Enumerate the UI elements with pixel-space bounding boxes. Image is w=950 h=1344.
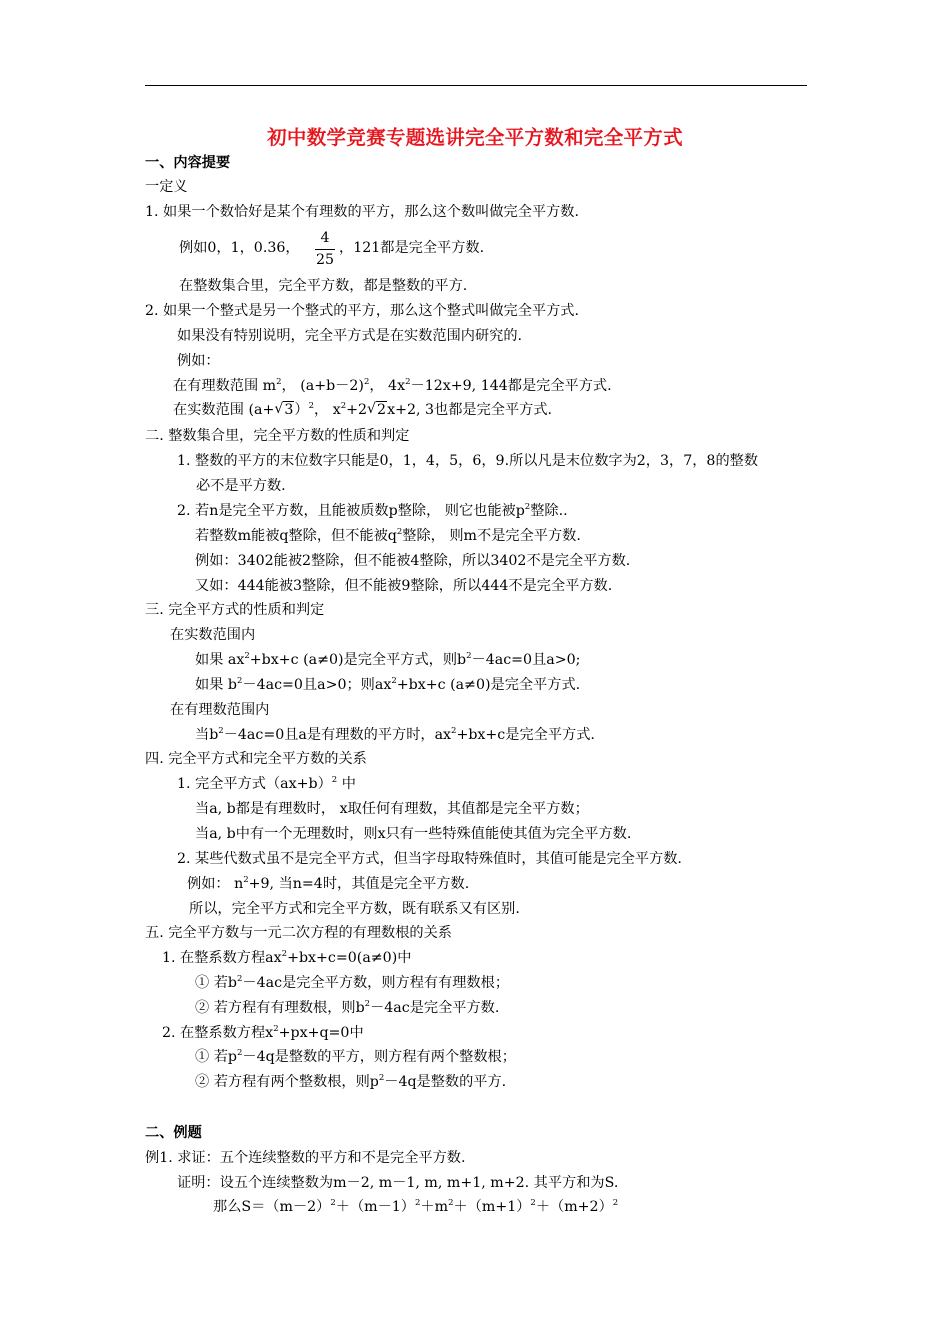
- s2-line-2b: 整除..: [530, 503, 568, 519]
- definition-heading: 一定义: [145, 179, 188, 195]
- s4-line-5: [187, 874, 469, 894]
- top-rule: [145, 85, 807, 86]
- superscript: 2: [396, 527, 403, 537]
- superscript: 2: [405, 377, 411, 387]
- s3-rational-range: 在有理数范围内: [170, 702, 270, 718]
- real-text-4: +2: [346, 402, 368, 418]
- example-prefix: 例如0，1，0.36，: [179, 240, 300, 256]
- s3-l1b: +bx+c (a≠0)是完全平方式，则b: [249, 652, 467, 668]
- superscript: 2: [236, 1048, 243, 1058]
- page-title: 初中数学竞赛专题选讲完全平方数和完全平方式: [267, 126, 683, 149]
- superscript: 2: [218, 726, 224, 736]
- definition-2: 2. 如果一个整式是另一个整式的平方，那么这个整式叫做完全平方式.: [145, 303, 579, 319]
- s4-line-2: 当a, b都是有理数时， x取任何有理数，其值都是完全平方数；: [195, 801, 589, 817]
- rational-text-4: －12x+9, 144都是完全平方式.: [410, 378, 612, 394]
- real-text-3: ， x: [314, 402, 341, 418]
- s5-l4b: +px+q=0中: [278, 1025, 364, 1041]
- superscript: 2: [612, 1198, 619, 1208]
- rational-text-1: 在有理数范围 m: [173, 378, 277, 394]
- s5-line-5: [195, 1047, 516, 1067]
- s2-line-4: 例如：3402能被2整除，但不能被4整除，所以3402不是完全平方数.: [195, 553, 631, 569]
- fraction-4-25: [313, 228, 337, 271]
- s3-real-range: 在实数范围内: [170, 627, 256, 643]
- superscript: 2: [340, 401, 347, 411]
- proof-line: 证明：设五个连续整数为m－2, m－1, m, m+1, m+2. 其平方和为S.: [177, 1175, 619, 1191]
- real-text-2: ）: [294, 402, 309, 418]
- s4-l1b: 中: [337, 776, 356, 792]
- s3-line-2: [195, 675, 580, 695]
- s5-line-4: [162, 1023, 364, 1043]
- section-5-heading: 五. 完全平方数与一元二次方程的有理数根的关系: [145, 925, 452, 941]
- radicand: 3: [284, 402, 294, 418]
- superscript: 2: [281, 949, 288, 959]
- s4-l1a: 1. 完全平方式（ax+b）: [177, 776, 332, 792]
- s4-l5a: 例如： n: [187, 876, 244, 892]
- s3-l2b: －4ac=0且a>0；则ax: [242, 677, 392, 693]
- example-perfect-squares: [179, 238, 300, 258]
- s5-l6b: －4q是整数的平方.: [384, 1074, 507, 1090]
- s3-l3c: +bx+c是完全平方式.: [456, 727, 595, 743]
- s2-line-2a: 2. 若n是完全平方数，且能被质数p整除， 则它也能被p: [177, 503, 525, 519]
- s2-line-3b: 整除， 则m不是完全平方数.: [402, 528, 581, 544]
- section-heading-summary: 一、内容提要: [145, 155, 231, 171]
- fraction-numerator: 4: [320, 230, 330, 246]
- radical-sign: √: [367, 401, 376, 417]
- s4-line-1: [177, 774, 356, 794]
- s5-line-2: [195, 973, 509, 993]
- superscript: 2: [236, 974, 243, 984]
- s5-l6a: ② 若方程有两个整数根，则p: [195, 1074, 379, 1090]
- sum-term-5: ＋（m+2）: [535, 1199, 613, 1215]
- superscript: 2: [466, 651, 472, 661]
- real-range-examples: [173, 400, 552, 420]
- real-text-1: 在实数范围 (a+: [173, 402, 275, 418]
- s5-l2a: ① 若b: [195, 975, 237, 991]
- superscript: 2: [530, 1198, 536, 1208]
- rational-text-2: ， (a+b－2): [281, 378, 364, 394]
- sum-term-3: ＋m: [420, 1199, 449, 1215]
- s3-l3b: －4ac=0且a是有理数的平方时，ax: [223, 727, 452, 743]
- s3-line-1: [195, 650, 580, 670]
- section-2-heading: 二. 整数集合里，完全平方数的性质和判定: [145, 428, 410, 444]
- s2-line-5: 又如：444能被3整除，但不能被9整除，所以444不是完全平方数.: [195, 578, 613, 594]
- superscript: 2: [391, 676, 397, 686]
- s3-line-3: [195, 725, 595, 745]
- example-label: 例如：: [177, 353, 220, 369]
- s2-line-3a: 若整数m能被q整除，但不能被q: [195, 528, 397, 544]
- superscript: 2: [236, 676, 243, 686]
- s2-line-2: [177, 501, 568, 521]
- superscript: 2: [524, 502, 531, 512]
- superscript: 2: [448, 1198, 454, 1208]
- section-4-heading: 四. 完全平方式和完全平方数的关系: [145, 751, 367, 767]
- s4-line-3: 当a, b中有一个无理数时，则x只有一些特殊值能使其值为完全平方数.: [195, 826, 632, 842]
- s3-l2c: +bx+c (a≠0)是完全平方式.: [396, 677, 581, 693]
- rational-text-3: ， 4x: [369, 378, 406, 394]
- s4-line-4: 2. 某些代数式虽不是完全平方式，但当字母取特殊值时，其值可能是完全平方数.: [177, 851, 682, 867]
- s3-l1c: －4ac=0且a>0;: [471, 652, 581, 668]
- s5-l5b: －4q是整数的平方，则方程有两个整数根；: [242, 1049, 516, 1065]
- real-text-5: x+2, 3也都是完全平方式.: [387, 402, 553, 418]
- s5-line-1: [162, 948, 411, 968]
- s2-line-3: [195, 526, 581, 546]
- fraction-denominator: 25: [315, 252, 335, 268]
- superscript: 2: [243, 875, 249, 885]
- sqrt-2: [367, 400, 387, 420]
- superscript: 2: [364, 999, 371, 1009]
- s5-line-6: [195, 1072, 506, 1092]
- s5-l1b: +bx+c=0(a≠0)中: [287, 950, 412, 966]
- sum-term-2: ＋（m－1）: [335, 1199, 415, 1215]
- s5-l1a: 1. 在整系数方程ax: [162, 950, 282, 966]
- example-1: 例1. 求证：五个连续整数的平方和不是完全平方数.: [145, 1150, 466, 1166]
- sqrt-3: [274, 400, 294, 420]
- s5-l4a: 2. 在整系数方程x: [162, 1025, 274, 1041]
- s2-line-1b: 必不是平方数.: [196, 478, 286, 494]
- examples-heading: 二、例题: [145, 1125, 202, 1141]
- s3-l1a: 如果 ax: [195, 652, 245, 668]
- superscript: 2: [244, 651, 250, 661]
- s5-l3b: －4ac是完全平方数.: [370, 1000, 500, 1016]
- s2-line-1: 1. 整数的平方的末位数字只能是0，1，4，5，6，9.所以凡是末位数字为2，3，7，8的整数: [177, 453, 759, 469]
- s5-l2b: －4ac是完全平方数，则方程有有理数根；: [242, 975, 510, 991]
- superscript: 2: [363, 377, 370, 387]
- superscript: 2: [273, 1024, 279, 1034]
- s5-line-3: [195, 998, 499, 1018]
- integer-set-note: 在整数集合里，完全平方数，都是整数的平方.: [179, 278, 468, 294]
- example-suffix: ，121都是完全平方数.: [339, 240, 485, 256]
- superscript: 2: [414, 1198, 421, 1208]
- radical-sign: √: [274, 401, 284, 417]
- superscript: 2: [331, 775, 338, 785]
- sum-term-1: 那么S＝（m－2）: [213, 1199, 331, 1215]
- s5-l5a: ① 若p: [195, 1049, 237, 1065]
- superscript: 2: [378, 1073, 385, 1083]
- s4-l5b: +9, 当n=4时，其值是完全平方数.: [248, 876, 470, 892]
- radicand: 2: [377, 402, 387, 418]
- superscript: 2: [308, 401, 314, 411]
- definition-1: 1. 如果一个数恰好是某个有理数的平方，那么这个数叫做完全平方数.: [145, 204, 579, 220]
- sum-expression: [213, 1197, 618, 1217]
- superscript: 2: [451, 726, 457, 736]
- section-3-heading: 三. 完全平方式的性质和判定: [145, 602, 325, 618]
- s4-line-6: 所以，完全平方式和完全平方数，既有联系又有区别.: [189, 901, 520, 917]
- s3-l3a: 当b: [195, 727, 219, 743]
- real-range-note: 如果没有特别说明，完全平方式是在实数范围内研究的.: [177, 328, 523, 344]
- rational-range-examples: [173, 376, 612, 396]
- superscript: 2: [276, 377, 282, 387]
- s5-l3a: ② 若方程有有理数根，则b: [195, 1000, 365, 1016]
- sum-term-4: ＋（m+1）: [453, 1199, 531, 1215]
- superscript: 2: [330, 1198, 336, 1208]
- s3-l2a: 如果 b: [195, 677, 237, 693]
